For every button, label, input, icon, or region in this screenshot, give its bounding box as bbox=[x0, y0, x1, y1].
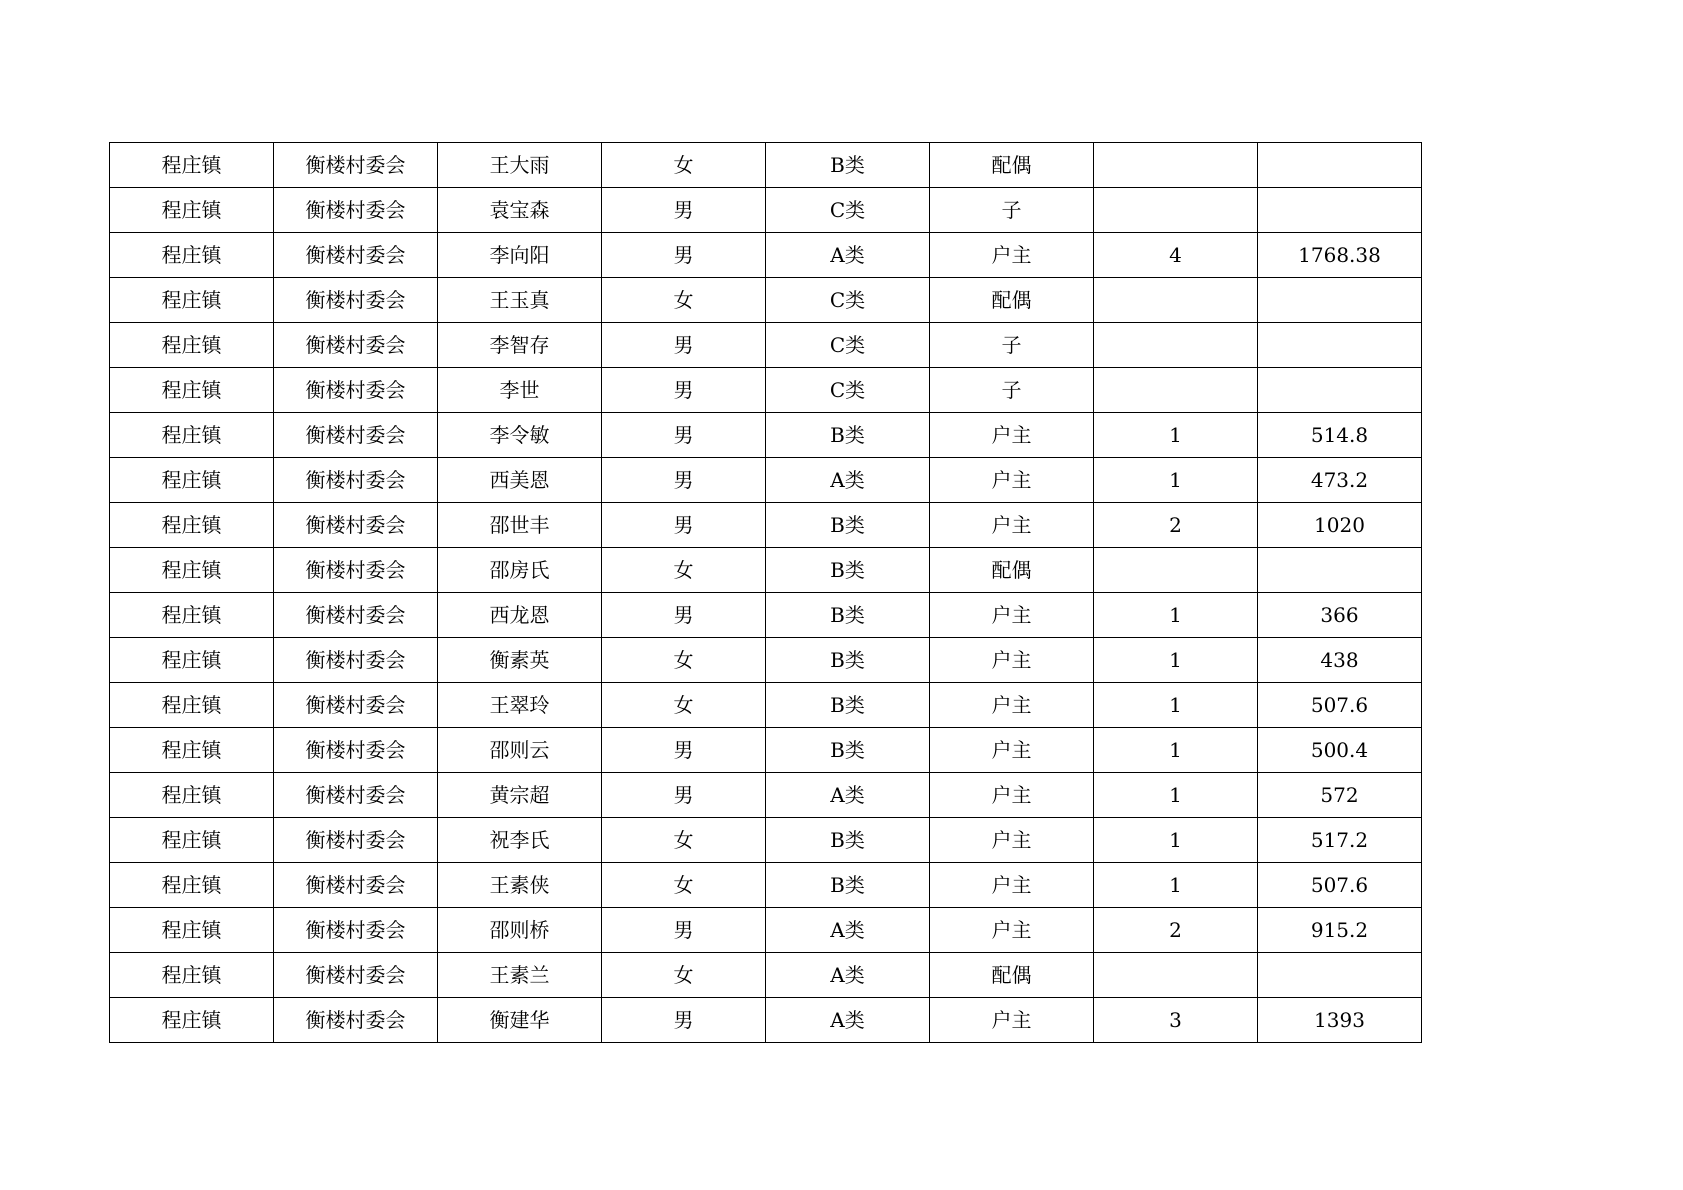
gender-cell: 男 bbox=[602, 773, 766, 818]
household-size-cell bbox=[1094, 278, 1258, 323]
name-cell: 衡建华 bbox=[438, 998, 602, 1043]
gender-cell: 男 bbox=[602, 998, 766, 1043]
category-cell: A类 bbox=[766, 233, 930, 278]
gender-cell: 女 bbox=[602, 863, 766, 908]
table-row bbox=[110, 908, 1422, 953]
town-cell: 程庄镇 bbox=[110, 683, 274, 728]
gender-cell: 男 bbox=[602, 593, 766, 638]
village-committee-cell: 衡楼村委会 bbox=[274, 233, 438, 278]
village-committee-cell: 衡楼村委会 bbox=[274, 503, 438, 548]
village-committee-cell: 衡楼村委会 bbox=[274, 548, 438, 593]
village-committee-cell: 衡楼村委会 bbox=[274, 773, 438, 818]
name-cell: 邵世丰 bbox=[438, 503, 602, 548]
category-cell: A类 bbox=[766, 998, 930, 1043]
gender-cell: 男 bbox=[602, 503, 766, 548]
relation-cell: 户主 bbox=[930, 593, 1094, 638]
amount-cell: 500.4 bbox=[1258, 728, 1422, 773]
category-cell: B类 bbox=[766, 503, 930, 548]
town-cell: 程庄镇 bbox=[110, 638, 274, 683]
household-size-cell: 1 bbox=[1094, 458, 1258, 503]
village-committee-cell: 衡楼村委会 bbox=[274, 908, 438, 953]
town-cell: 程庄镇 bbox=[110, 908, 274, 953]
relation-cell: 户主 bbox=[930, 458, 1094, 503]
name-cell: 李世 bbox=[438, 368, 602, 413]
category-cell: B类 bbox=[766, 863, 930, 908]
table-row bbox=[110, 323, 1422, 368]
amount-cell: 572 bbox=[1258, 773, 1422, 818]
relation-cell: 户主 bbox=[930, 998, 1094, 1043]
category-cell: B类 bbox=[766, 683, 930, 728]
gender-cell: 男 bbox=[602, 458, 766, 503]
household-size-cell bbox=[1094, 953, 1258, 998]
gender-cell: 男 bbox=[602, 908, 766, 953]
amount-cell: 507.6 bbox=[1258, 863, 1422, 908]
village-committee-cell: 衡楼村委会 bbox=[274, 638, 438, 683]
gender-cell: 男 bbox=[602, 188, 766, 233]
name-cell: 王大雨 bbox=[438, 143, 602, 188]
household-size-cell: 2 bbox=[1094, 908, 1258, 953]
amount-cell bbox=[1258, 548, 1422, 593]
gender-cell: 女 bbox=[602, 638, 766, 683]
table-row bbox=[110, 728, 1422, 773]
name-cell: 李智存 bbox=[438, 323, 602, 368]
amount-cell: 1768.38 bbox=[1258, 233, 1422, 278]
relation-cell: 配偶 bbox=[930, 548, 1094, 593]
village-committee-cell: 衡楼村委会 bbox=[274, 278, 438, 323]
table-body bbox=[110, 143, 1422, 1043]
category-cell: B类 bbox=[766, 593, 930, 638]
amount-cell: 473.2 bbox=[1258, 458, 1422, 503]
town-cell: 程庄镇 bbox=[110, 323, 274, 368]
category-cell: B类 bbox=[766, 143, 930, 188]
village-committee-cell: 衡楼村委会 bbox=[274, 863, 438, 908]
table-row bbox=[110, 863, 1422, 908]
village-committee-cell: 衡楼村委会 bbox=[274, 953, 438, 998]
gender-cell: 男 bbox=[602, 413, 766, 458]
table-row bbox=[110, 953, 1422, 998]
amount-cell: 366 bbox=[1258, 593, 1422, 638]
relation-cell: 户主 bbox=[930, 908, 1094, 953]
amount-cell bbox=[1258, 188, 1422, 233]
town-cell: 程庄镇 bbox=[110, 998, 274, 1043]
village-committee-cell: 衡楼村委会 bbox=[274, 683, 438, 728]
relation-cell: 户主 bbox=[930, 818, 1094, 863]
gender-cell: 男 bbox=[602, 323, 766, 368]
name-cell: 西龙恩 bbox=[438, 593, 602, 638]
relation-cell: 配偶 bbox=[930, 278, 1094, 323]
name-cell: 衡素英 bbox=[438, 638, 602, 683]
category-cell: B类 bbox=[766, 818, 930, 863]
household-size-cell: 1 bbox=[1094, 863, 1258, 908]
name-cell: 邵则桥 bbox=[438, 908, 602, 953]
table-row bbox=[110, 638, 1422, 683]
town-cell: 程庄镇 bbox=[110, 503, 274, 548]
relation-cell: 户主 bbox=[930, 863, 1094, 908]
town-cell: 程庄镇 bbox=[110, 278, 274, 323]
household-size-cell: 1 bbox=[1094, 593, 1258, 638]
table-row bbox=[110, 503, 1422, 548]
household-size-cell: 2 bbox=[1094, 503, 1258, 548]
relation-cell: 配偶 bbox=[930, 953, 1094, 998]
village-committee-cell: 衡楼村委会 bbox=[274, 458, 438, 503]
household-size-cell: 1 bbox=[1094, 728, 1258, 773]
town-cell: 程庄镇 bbox=[110, 413, 274, 458]
household-size-cell: 3 bbox=[1094, 998, 1258, 1043]
table-row bbox=[110, 188, 1422, 233]
town-cell: 程庄镇 bbox=[110, 458, 274, 503]
relation-cell: 户主 bbox=[930, 638, 1094, 683]
household-size-cell: 1 bbox=[1094, 638, 1258, 683]
relation-cell: 配偶 bbox=[930, 143, 1094, 188]
name-cell: 邵房氏 bbox=[438, 548, 602, 593]
town-cell: 程庄镇 bbox=[110, 188, 274, 233]
household-size-cell bbox=[1094, 188, 1258, 233]
amount-cell bbox=[1258, 368, 1422, 413]
table-row bbox=[110, 278, 1422, 323]
gender-cell: 女 bbox=[602, 548, 766, 593]
amount-cell: 507.6 bbox=[1258, 683, 1422, 728]
amount-cell: 1020 bbox=[1258, 503, 1422, 548]
household-size-cell: 1 bbox=[1094, 818, 1258, 863]
household-size-cell bbox=[1094, 323, 1258, 368]
town-cell: 程庄镇 bbox=[110, 773, 274, 818]
town-cell: 程庄镇 bbox=[110, 233, 274, 278]
relation-cell: 户主 bbox=[930, 683, 1094, 728]
amount-cell bbox=[1258, 953, 1422, 998]
gender-cell: 女 bbox=[602, 683, 766, 728]
gender-cell: 女 bbox=[602, 818, 766, 863]
gender-cell: 女 bbox=[602, 278, 766, 323]
town-cell: 程庄镇 bbox=[110, 818, 274, 863]
category-cell: B类 bbox=[766, 413, 930, 458]
town-cell: 程庄镇 bbox=[110, 593, 274, 638]
amount-cell: 1393 bbox=[1258, 998, 1422, 1043]
relation-cell: 户主 bbox=[930, 413, 1094, 458]
village-committee-cell: 衡楼村委会 bbox=[274, 998, 438, 1043]
category-cell: B类 bbox=[766, 728, 930, 773]
table-row bbox=[110, 413, 1422, 458]
name-cell: 祝李氏 bbox=[438, 818, 602, 863]
town-cell: 程庄镇 bbox=[110, 368, 274, 413]
household-size-cell bbox=[1094, 368, 1258, 413]
category-cell: C类 bbox=[766, 368, 930, 413]
household-size-cell bbox=[1094, 548, 1258, 593]
household-size-cell: 4 bbox=[1094, 233, 1258, 278]
category-cell: A类 bbox=[766, 773, 930, 818]
gender-cell: 女 bbox=[602, 143, 766, 188]
name-cell: 袁宝森 bbox=[438, 188, 602, 233]
household-size-cell: 1 bbox=[1094, 773, 1258, 818]
name-cell: 王玉真 bbox=[438, 278, 602, 323]
relation-cell: 户主 bbox=[930, 233, 1094, 278]
gender-cell: 女 bbox=[602, 953, 766, 998]
relation-cell: 户主 bbox=[930, 773, 1094, 818]
village-committee-cell: 衡楼村委会 bbox=[274, 143, 438, 188]
table-row bbox=[110, 548, 1422, 593]
amount-cell: 915.2 bbox=[1258, 908, 1422, 953]
category-cell: B类 bbox=[766, 548, 930, 593]
table-row bbox=[110, 233, 1422, 278]
name-cell: 黄宗超 bbox=[438, 773, 602, 818]
amount-cell bbox=[1258, 278, 1422, 323]
relation-cell: 户主 bbox=[930, 728, 1094, 773]
gender-cell: 男 bbox=[602, 728, 766, 773]
amount-cell: 517.2 bbox=[1258, 818, 1422, 863]
amount-cell bbox=[1258, 143, 1422, 188]
relation-cell: 户主 bbox=[930, 503, 1094, 548]
table-row bbox=[110, 368, 1422, 413]
name-cell: 李向阳 bbox=[438, 233, 602, 278]
name-cell: 李令敏 bbox=[438, 413, 602, 458]
relation-cell: 子 bbox=[930, 188, 1094, 233]
relation-cell: 子 bbox=[930, 368, 1094, 413]
name-cell: 王翠玲 bbox=[438, 683, 602, 728]
village-committee-cell: 衡楼村委会 bbox=[274, 728, 438, 773]
table-row bbox=[110, 458, 1422, 503]
name-cell: 西美恩 bbox=[438, 458, 602, 503]
gender-cell: 男 bbox=[602, 233, 766, 278]
town-cell: 程庄镇 bbox=[110, 953, 274, 998]
category-cell: B类 bbox=[766, 638, 930, 683]
village-committee-cell: 衡楼村委会 bbox=[274, 818, 438, 863]
town-cell: 程庄镇 bbox=[110, 143, 274, 188]
village-committee-cell: 衡楼村委会 bbox=[274, 368, 438, 413]
category-cell: C类 bbox=[766, 278, 930, 323]
table-row bbox=[110, 683, 1422, 728]
household-size-cell: 1 bbox=[1094, 683, 1258, 728]
data-table bbox=[109, 142, 1422, 1043]
category-cell: C类 bbox=[766, 323, 930, 368]
category-cell: C类 bbox=[766, 188, 930, 233]
category-cell: A类 bbox=[766, 908, 930, 953]
amount-cell: 514.8 bbox=[1258, 413, 1422, 458]
name-cell: 王素侠 bbox=[438, 863, 602, 908]
household-size-cell bbox=[1094, 143, 1258, 188]
table-row bbox=[110, 773, 1422, 818]
village-committee-cell: 衡楼村委会 bbox=[274, 188, 438, 233]
amount-cell bbox=[1258, 323, 1422, 368]
category-cell: A类 bbox=[766, 458, 930, 503]
village-committee-cell: 衡楼村委会 bbox=[274, 323, 438, 368]
table-row bbox=[110, 998, 1422, 1043]
table-row bbox=[110, 818, 1422, 863]
household-size-cell: 1 bbox=[1094, 413, 1258, 458]
town-cell: 程庄镇 bbox=[110, 728, 274, 773]
village-committee-cell: 衡楼村委会 bbox=[274, 593, 438, 638]
name-cell: 邵则云 bbox=[438, 728, 602, 773]
town-cell: 程庄镇 bbox=[110, 863, 274, 908]
town-cell: 程庄镇 bbox=[110, 548, 274, 593]
village-committee-cell: 衡楼村委会 bbox=[274, 413, 438, 458]
amount-cell: 438 bbox=[1258, 638, 1422, 683]
table-row bbox=[110, 143, 1422, 188]
relation-cell: 子 bbox=[930, 323, 1094, 368]
gender-cell: 男 bbox=[602, 368, 766, 413]
category-cell: A类 bbox=[766, 953, 930, 998]
table-row bbox=[110, 593, 1422, 638]
name-cell: 王素兰 bbox=[438, 953, 602, 998]
